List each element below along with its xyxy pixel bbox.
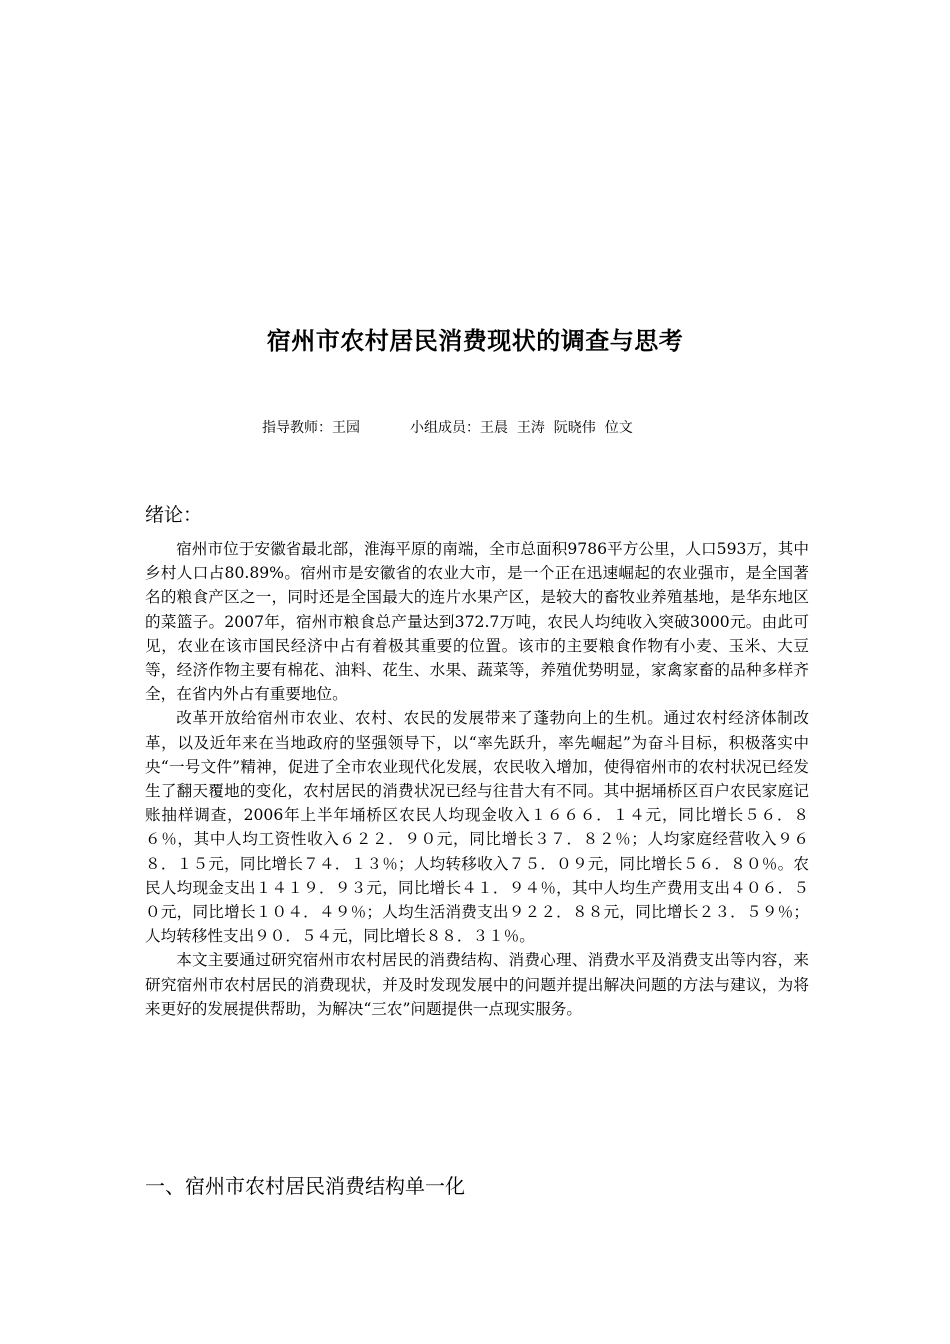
author-line bbox=[262, 417, 633, 437]
paragraph-3: 本文主要通过研究宿州市农村居民的消费结构、消费心理、消费水平及消费支出等内容，来研究宿州市农村居民的消费现状，并及时发现发展中的问题并提出解决问题的方法与建议，为将来更好的发展提供帮助，为解决“三农”问题提供一点现实服务。 bbox=[145, 951, 809, 1018]
paragraph-1: 宿州市位于安徽省最北部，淮海平原的南端，全市总面积9786平方公里，人口593万，其中乡村人口占80.89%。宿州市是安徽省的农业大市，是一个正在迅速崛起的农业强市，是全国著名的粮食产区之一，同时还是全国最大的连片水果产区，是较大的畜牧业养殖基地，是华东地区的菜篮子。2007年，宿州市粮食总产量达到372.7万吨，农民人均纯收入突破3000元。由此可见，农业在该市国民经济中占有着极其重要的位置。该市的主要粮食作物有小麦、玉米、大豆等，经济作物主要有棉花、油料、花生、水果、蔬菜等，养殖优势明显，家禽家畜的品种多样齐全，在省内外占有重要地位。 bbox=[145, 540, 809, 704]
advisor-text: 指导教师：王园 bbox=[262, 420, 360, 436]
body-text bbox=[145, 537, 809, 1021]
paragraph-2: 改革开放给宿州市农业、农村、农民的发展带来了蓬勃向上的生机。通过农村经济体制改革，以及近年来在当地政府的坚强领导下，以“率先跃升，率先崛起”为奋斗目标，积极落实中央“一号文件”精神，促进了全市农业现代化发展，农民收入增加，使得宿州市的农村状况已经发生了翻天覆地的变化，农村居民的消费状况已经与往昔大有不同。其中据埇桥区百户农民家庭记账抽样调查，2006年上半年埇桥区农民人均现金收入１６６６．１４元，同比增长５６．８６％，其中人均工资性收入６２２．９０元，同比增长３７．８２％；人均家庭经营收入９６８．１５元，同比增长７４．１３％；人均转移收入７５．０９元，同比增长５６．８０％。农民人均现金支出１４１９．９３元，同比增长４１．９４％，其中人均生产费用支出４０６．５０元，同比增长１０４．４９％；人均生活消费支出９２２．８８元，同比增长２３．５９％；人均转移性支出９０．５４元，同比增长８８．３１％。 bbox=[145, 709, 809, 946]
section-1-heading: 一、宿州市农村居民消费结构单一化 bbox=[145, 1174, 465, 1198]
page-title: 宿州市农村居民消费现状的调查与思考 bbox=[266, 327, 684, 355]
members-text: 小组成员：王晨 王涛 阮晓伟 位文 bbox=[410, 420, 633, 436]
intro-heading: 绪论： bbox=[145, 504, 203, 526]
